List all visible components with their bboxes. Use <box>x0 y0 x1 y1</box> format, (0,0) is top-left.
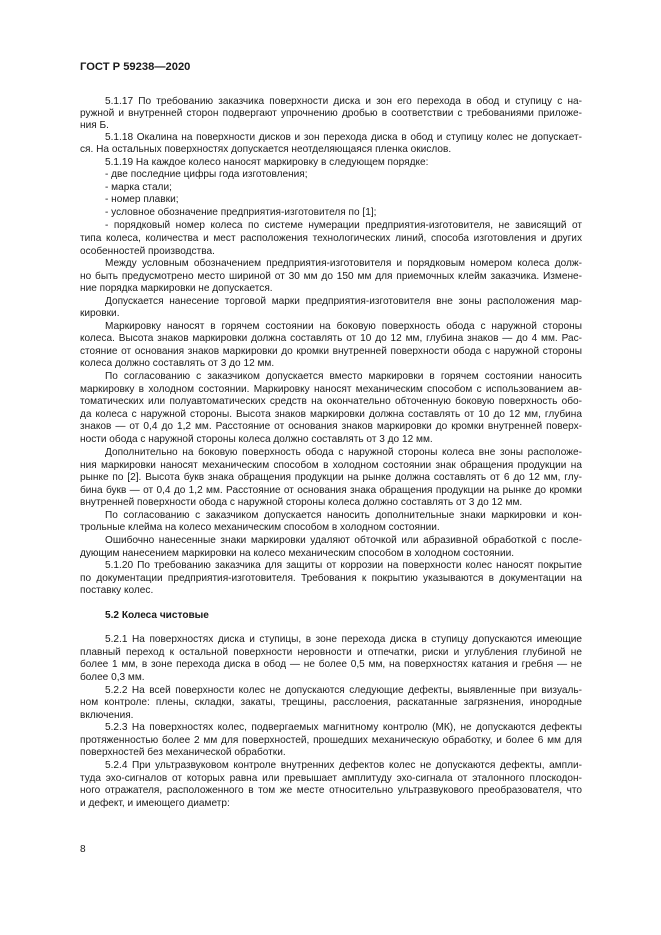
text-line: стояние от основания знаков маркировки до кромки внутренней поверхности обода с наружной стороны <box>80 346 582 357</box>
text-line: да колеса с наружной стороны. Высота знаков маркировки должна составлять от 10 до 12 мм, глубина <box>80 409 582 420</box>
document-code-header: ГОСТ Р 59238—2020 <box>80 61 191 73</box>
text-line: и дефект, и имеющего диаметр: <box>80 798 230 809</box>
list-item: - марка стали; <box>105 182 172 193</box>
text-line: ния маркировки наносят механическим способом в холодном состоянии знак обращения продукции на <box>80 460 582 471</box>
text-line: Между условным обозначением предприятия-изготовителя и порядковым номером колеса долж- <box>105 258 582 269</box>
text-line: включения. <box>80 710 134 721</box>
text-line: ся. На остальных поверхностях допускается неотделяющаяся пленка окислов. <box>80 144 452 155</box>
text-line: протяженностью более 2 мм для поверхностей, прошедших механическую обработку, и более 6 мм для <box>80 735 582 746</box>
list-item: - номер плавки; <box>105 194 179 205</box>
text-line: 5.2.3 На поверхностях колес, подвергаемых магнитному контролю (МК), не допускаются дефекты <box>105 722 582 733</box>
text-line: более 0,3 мм. <box>80 672 145 683</box>
section-heading: 5.2 Колеса чистовые <box>105 610 209 621</box>
text-line: 5.1.19 На каждое колесо наносят маркировку в следующем порядке: <box>105 157 429 168</box>
text-line: 5.2.4 При ультразвуковом контроле внутренних дефектов колес не допускаются дефекты, ампли- <box>105 760 582 771</box>
text-line: По согласованию с заказчиком допускается вместо маркировки в горячем состоянии наносить <box>105 371 582 382</box>
text-line: 5.1.17 По требованию заказчика поверхности диска и зон его перехода в обод и ступицу с на- <box>105 96 582 107</box>
text-line: знаков — от 0,4 до 1,2 мм. Расстояние от основания знаков маркировки до кромки внутренней поверх- <box>80 421 582 432</box>
text-line: внутренней поверхности обода с наружной стороны колеса должно составлять от 3 до 12 мм. <box>80 497 523 508</box>
text-line: рынке по [2]. Высота букв знака обращения продукции на рынке должна составлять от 6 до 12 мм, глу- <box>80 472 582 483</box>
text-line: ние порядка маркировки не допускается. <box>80 283 273 294</box>
list-item: - условное обозначение предприятия-изготовителя по [1]; <box>105 207 377 218</box>
text-line: но быть предусмотрено место шириной от 30 мм до 150 мм для приемочных клейм заказчика. Измене- <box>80 271 582 282</box>
text-line: 5.2.2 На всей поверхности колес не допускаются следующие дефекты, выявленные при визуаль- <box>105 685 582 696</box>
text-line: бина букв — от 0,4 до 1,2 мм. Расстояние от основания знака обращения продукции на рынке до кромки <box>80 485 582 496</box>
text-line: особенностей производства. <box>80 246 215 257</box>
text-line: поставку колес. <box>80 585 154 596</box>
text-line: колеса должно составлять от 3 до 12 мм. <box>80 358 275 369</box>
text-line: Ошибочно нанесенные знаки маркировки удаляют обточкой или абразивной обработкой с после- <box>105 535 582 546</box>
list-item: - порядковый номер колеса по системе нумерации предприятия-изготовителя, не зависящий от <box>105 220 582 231</box>
text-line: По согласованию с заказчиком допускается наносить дополнительные знаки маркировки и кон- <box>105 510 582 521</box>
text-line: маркировку в холодном состоянии. Маркировку наносят механическим способом с использованием ав- <box>80 384 582 395</box>
text-line: колеса. Высота знаков маркировки должна составлять от 10 до 12 мм, глубина знаков — до 4 мм. Рас- <box>80 333 582 344</box>
text-line: 5.2.1 На поверхностях диска и ступицы, в зоне перехода диска в ступицу допускаются имеющие <box>105 634 582 645</box>
text-line: кировки. <box>80 308 120 319</box>
text-line: 5.1.20 По требованию заказчика для защиты от коррозии на поверхности колес наносят покрытие <box>105 560 582 571</box>
text-line: ном контроле: плены, складки, закаты, трещины, расслоения, раскатанные загрязнения, инородные <box>80 697 582 708</box>
text-line: ния Б. <box>80 120 109 131</box>
text-line: ности обода с наружной стороны колеса должно составлять от 3 до 12 мм. <box>80 434 433 445</box>
text-line: поверхностей без механической обработки. <box>80 747 286 758</box>
text-line: ружной и внутренней сторон подвергают упрочнению дробью в соответствии с требованиями приложе- <box>80 108 582 119</box>
text-line: плавный переход к остальной поверхности неровности и отпечатки, риски и углубления глубиной не <box>80 647 582 658</box>
text-line: более 1 мм, в зоне перехода диска в обод — не более 0,5 мм, на поверхностях катания и гребня — не <box>80 659 582 670</box>
text-line: трольные клейма на колесо механическим способом в холодном состоянии. <box>80 522 440 533</box>
text-line: Допускается нанесение торговой марки предприятия-изготовителя вне зоны расположения мар- <box>105 296 582 307</box>
list-item: - две последние цифры года изготовления; <box>105 169 308 180</box>
text-line: томатических или полуавтоматических средств на окончательно обточенную боковую поверхность обо- <box>80 396 582 407</box>
text-line: ного отражателя, расположенного в том же месте относительно ультразвукового преобразователя, что <box>80 785 582 796</box>
text-line: по документации предприятия-изготовителя. Требования к покрытию указываются в документации на <box>80 573 582 584</box>
text-line: Маркировку наносят в горячем состоянии на боковую поверхность обода с наружной стороны <box>105 321 582 332</box>
page-number: 8 <box>80 844 86 855</box>
text-line: Дополнительно на боковую поверхность обода с наружной стороны колеса вне зоны расположе- <box>105 447 582 458</box>
text-line: 5.1.18 Окалина на поверхности дисков и зон перехода диска в обод и ступицу колес не допускает- <box>105 132 582 143</box>
text-line: дующим нанесением маркировки на колесо механическим способом в холодном состоянии. <box>80 548 515 559</box>
text-line: типа колеса, количества и мест расположения технологических линий, способа изготовления и других <box>80 233 582 244</box>
text-line: туда эхо-сигналов от которых равна или превышает амплитуду эхо-сигнала от эталонного плоскодон- <box>80 773 582 784</box>
